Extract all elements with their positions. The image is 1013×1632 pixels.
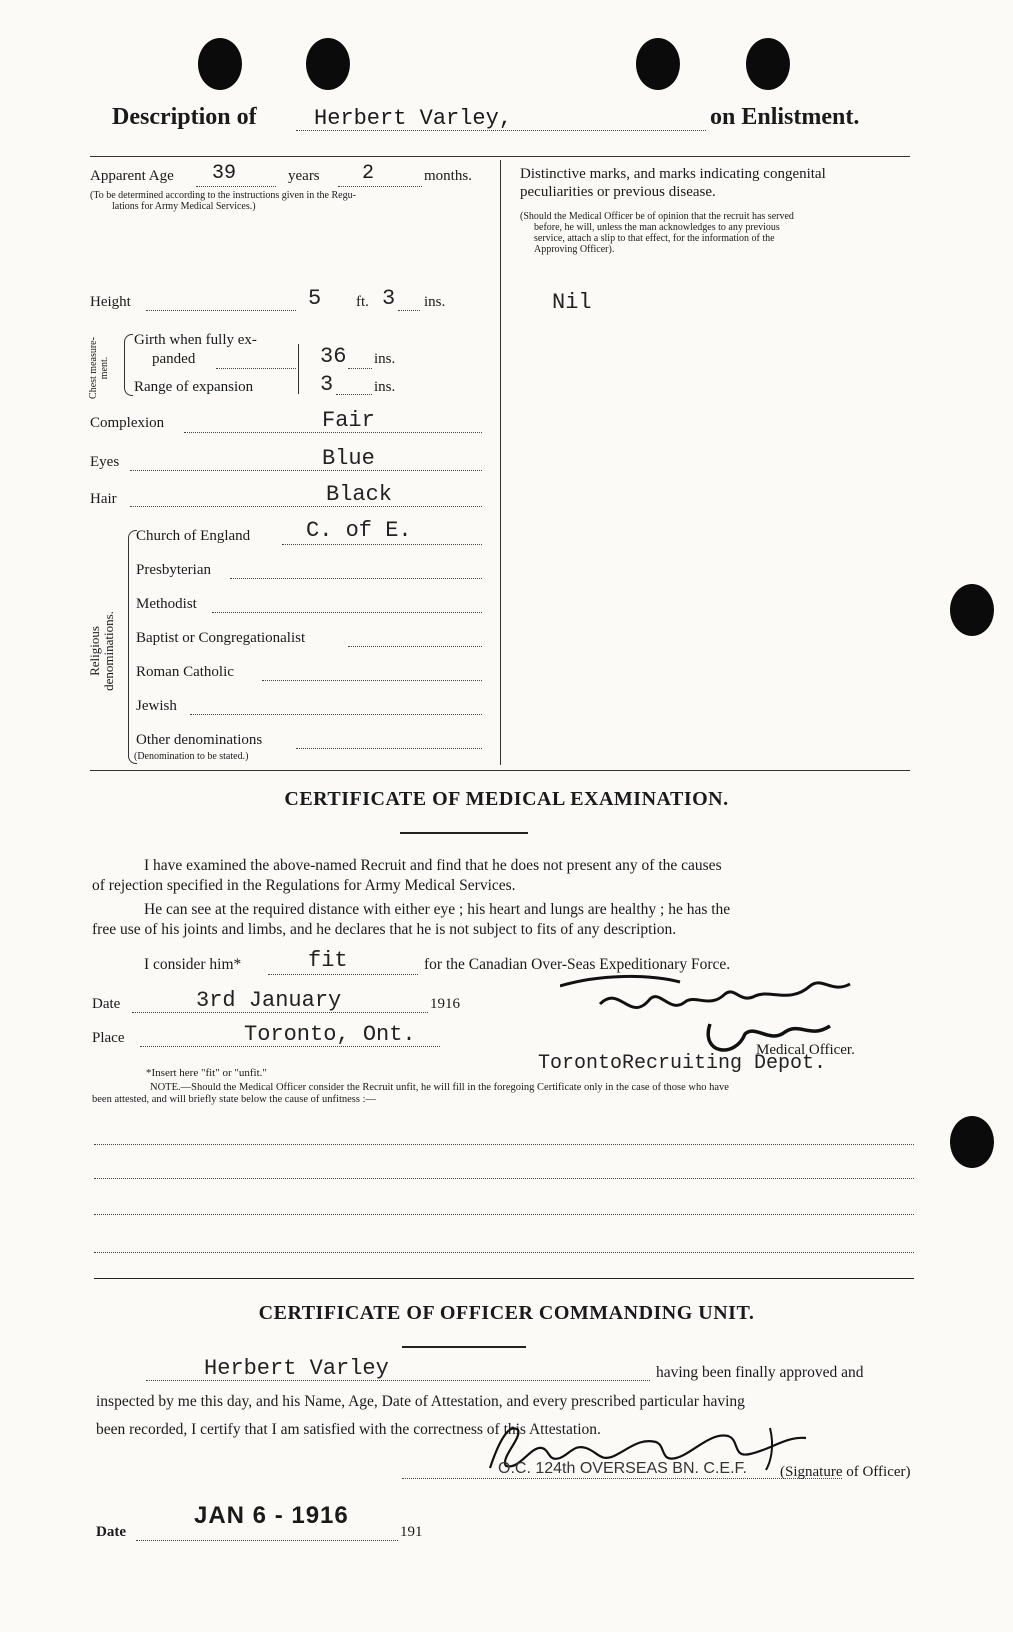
range-value: 3 bbox=[320, 372, 334, 397]
distinctive-marks-value: Nil bbox=[552, 290, 592, 315]
age-note-line-2: lations for Army Medical Services.) bbox=[112, 201, 256, 212]
baptist-label: Baptist or Congregationalist bbox=[136, 630, 306, 646]
commanding-line-1-suffix: having been finally approved and bbox=[656, 1364, 864, 1381]
top-rule bbox=[90, 156, 910, 157]
medical-para-2-line-2: free use of his joints and limbs, and he declares that he is not subject to fits of any description. bbox=[92, 921, 677, 938]
height-feet-value: 5 bbox=[308, 286, 322, 311]
other-denominations-label: Other denominations bbox=[136, 732, 263, 748]
medical-section-end-rule bbox=[94, 1278, 914, 1279]
range-label: Range of expansion bbox=[134, 379, 254, 395]
form-title-suffix: on Enlistment. bbox=[710, 104, 860, 130]
unfitness-line-3 bbox=[94, 1214, 914, 1215]
religions-label bbox=[88, 586, 116, 716]
distinctive-marks-line-1: Distinctive marks, and marks indicating congenital bbox=[520, 166, 826, 182]
distinctive-marks-note-3: service, attach a slip to that effect, for the information of the bbox=[534, 233, 775, 244]
age-label: Apparent Age bbox=[90, 168, 174, 184]
medical-place-value: Toronto, Ont. bbox=[244, 1022, 416, 1047]
medical-date-value: 3rd January bbox=[196, 988, 342, 1013]
girth-label-2: panded bbox=[152, 351, 196, 367]
form-title-prefix: Description of bbox=[112, 104, 257, 130]
medical-date-label: Date bbox=[92, 996, 121, 1012]
date-stamp: JAN 6 - 1916 bbox=[194, 1502, 349, 1529]
medical-para-1-line-2: of rejection specified in the Regulations for Army Medical Services. bbox=[92, 877, 516, 894]
commanding-certificate-heading: CERTIFICATE OF OFFICER COMMANDING UNIT. bbox=[258, 1302, 755, 1324]
insert-note: *Insert here "fit" or "unfit." bbox=[146, 1067, 267, 1079]
girth-value: 36 bbox=[320, 344, 347, 369]
girth-unit: ins. bbox=[374, 351, 396, 367]
girth-divider bbox=[298, 344, 299, 394]
hair-label: Hair bbox=[90, 491, 117, 507]
punch-hole bbox=[636, 38, 680, 90]
presbyterian-label: Presbyterian bbox=[136, 562, 211, 578]
height-label: Height bbox=[90, 294, 131, 310]
distinctive-marks-note-2: before, he will, unless the man acknowledges to any previous bbox=[534, 222, 780, 233]
medical-para-1-line-1: I have examined the above-named Recruit and find that he does not present any of the causes bbox=[144, 857, 722, 874]
consider-label: I consider him* bbox=[144, 956, 242, 973]
punch-hole bbox=[198, 38, 242, 90]
eyes-value: Blue bbox=[322, 446, 375, 471]
complexion-value: Fair bbox=[322, 408, 375, 433]
unfitness-line-2 bbox=[94, 1178, 914, 1179]
punch-hole bbox=[950, 584, 994, 636]
presbyterian-line bbox=[230, 578, 482, 579]
range-unit: ins. bbox=[374, 379, 396, 395]
column-divider bbox=[500, 160, 501, 765]
girth-value-line bbox=[348, 368, 372, 369]
signature-of-officer-label: (Signature of Officer) bbox=[780, 1464, 911, 1480]
age-note-line-1: (To be determined according to the instructions given in the Regu- bbox=[90, 190, 356, 201]
unfit-note-line-1: NOTE.—Should the Medical Officer consider the Recruit unfit, he will fill in the foregoing Certificate only in the case of those who have bbox=[150, 1082, 729, 1093]
religions-label-line-1: Religious bbox=[87, 626, 102, 676]
height-inches-value: 3 bbox=[382, 286, 396, 311]
height-line bbox=[146, 310, 296, 311]
title-fill-line bbox=[296, 130, 706, 131]
roman-catholic-label: Roman Catholic bbox=[136, 664, 234, 680]
religions-label-line-2: denominations. bbox=[101, 611, 116, 691]
unfit-note-line-2: been attested, and will briefly state below the cause of unfitness :— bbox=[92, 1094, 376, 1105]
commanding-date-label: Date bbox=[96, 1524, 126, 1540]
signature-line bbox=[402, 1478, 842, 1479]
commanding-date-year-print: 191 bbox=[400, 1524, 423, 1540]
baptist-line bbox=[348, 646, 482, 647]
months-label: months. bbox=[424, 168, 472, 184]
roman-catholic-line bbox=[262, 680, 482, 681]
consider-line bbox=[268, 974, 418, 975]
commanding-date-line bbox=[136, 1540, 398, 1541]
distinctive-marks-note-1: (Should the Medical Officer be of opinion that the recruit has served bbox=[520, 211, 794, 222]
medical-para-2-line-1: He can see at the required distance with either eye ; his heart and lungs are healthy ; he has the bbox=[144, 901, 731, 918]
height-inches-line bbox=[398, 310, 420, 311]
commanding-line-2: inspected by me this day, and his Name, Age, Date of Attestation, and every prescribed particular having bbox=[96, 1393, 745, 1410]
complexion-label: Complexion bbox=[90, 415, 165, 431]
eyes-label: Eyes bbox=[90, 454, 120, 470]
jewish-line bbox=[190, 714, 482, 715]
distinctive-marks-note-4: Approving Officer). bbox=[534, 244, 615, 255]
medical-date-year: 1916 bbox=[430, 996, 460, 1012]
hair-value: Black bbox=[326, 482, 393, 507]
punch-hole bbox=[746, 38, 790, 90]
other-denominations-note: (Denomination to be stated.) bbox=[134, 751, 249, 762]
force-label: for the Canadian Over-Seas Expeditionary Force. bbox=[424, 956, 731, 973]
medical-heading-underline bbox=[400, 832, 528, 834]
punch-hole bbox=[950, 1116, 994, 1168]
inches-label: ins. bbox=[424, 294, 446, 310]
church-of-england-value: C. of E. bbox=[306, 518, 412, 543]
range-value-line bbox=[336, 394, 372, 395]
other-denominations-line bbox=[296, 748, 482, 749]
unfitness-line-4 bbox=[94, 1252, 914, 1253]
church-line bbox=[282, 544, 482, 545]
chest-bracket bbox=[124, 334, 133, 396]
consider-value: fit bbox=[308, 948, 348, 973]
methodist-line bbox=[212, 612, 482, 613]
chest-measurement-label: Chest measure-ment. bbox=[88, 337, 110, 399]
unfitness-line-1 bbox=[94, 1144, 914, 1145]
feet-label: ft. bbox=[356, 294, 369, 310]
commanding-name-value: Herbert Varley bbox=[204, 1356, 389, 1381]
methodist-label: Methodist bbox=[136, 596, 197, 612]
medical-place-label: Place bbox=[92, 1030, 125, 1046]
age-months-value: 2 bbox=[362, 162, 375, 185]
age-months-line bbox=[338, 186, 422, 187]
eyes-line bbox=[130, 470, 482, 471]
girth-line bbox=[216, 368, 296, 369]
church-of-england-label: Church of England bbox=[136, 528, 251, 544]
jewish-label: Jewish bbox=[136, 698, 177, 714]
hair-line bbox=[130, 506, 482, 507]
commanding-heading-underline bbox=[402, 1346, 526, 1348]
age-years-value: 39 bbox=[212, 162, 237, 185]
medical-certificate-heading: CERTIFICATE OF MEDICAL EXAMINATION. bbox=[284, 788, 729, 810]
commanding-line-3: been recorded, I certify that I am satisfied with the correctness of this Attestation. bbox=[96, 1421, 601, 1438]
age-years-line bbox=[196, 186, 276, 187]
years-label: years bbox=[288, 168, 320, 184]
recruiting-depot-value: TorontoRecruiting Depot. bbox=[538, 1052, 827, 1075]
bottom-rule bbox=[90, 770, 910, 771]
punch-hole bbox=[306, 38, 350, 90]
girth-label-1: Girth when fully ex- bbox=[134, 332, 257, 348]
medical-officer-label: Medical Officer. bbox=[756, 1042, 855, 1058]
distinctive-marks-line-2: peculiarities or previous disease. bbox=[520, 184, 716, 200]
recruit-name-header: Herbert Varley, bbox=[314, 106, 513, 131]
unit-stamp: O.C. 124th OVERSEAS BN. C.E.F. bbox=[498, 1460, 747, 1477]
